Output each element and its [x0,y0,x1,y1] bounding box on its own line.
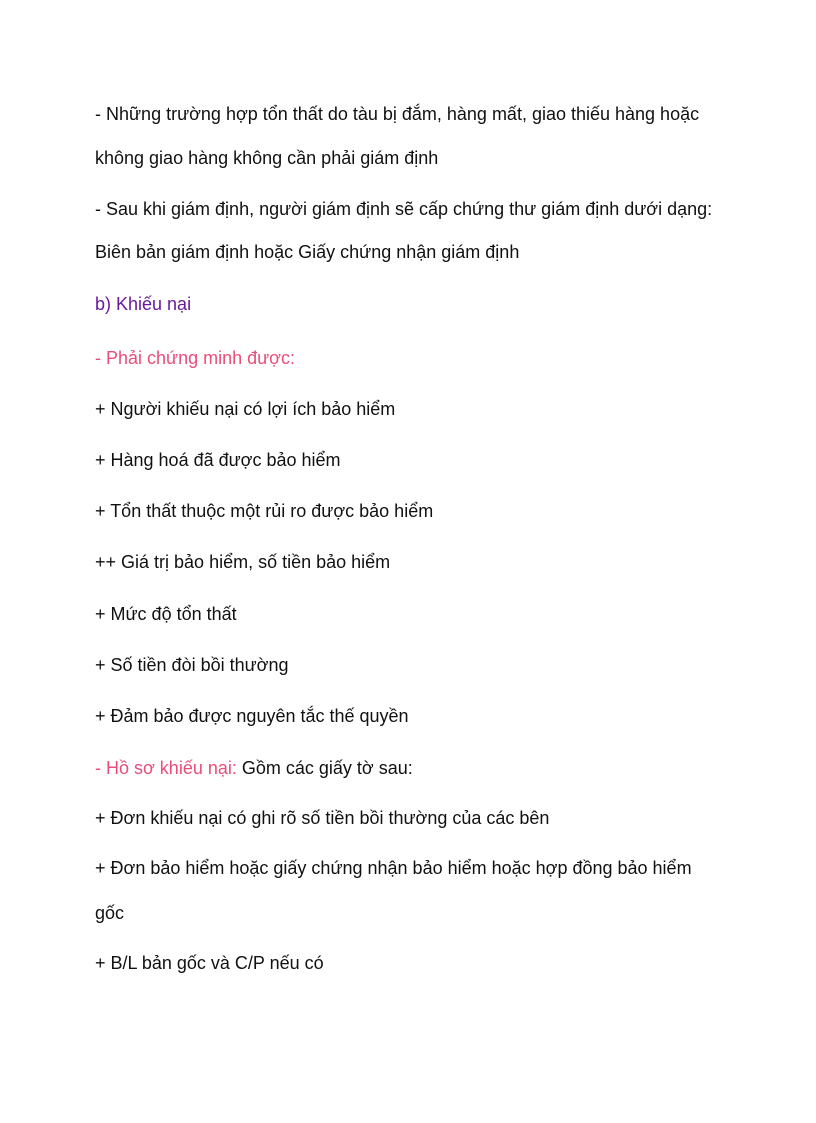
para-line: không giao hàng không cần phải giám định [95,148,439,168]
para-line: - Những trường hợp tổn thất do tàu bị đắm, hàng mất, giao thiếu hàng hoặc [95,104,700,124]
claim-label: - Hồ sơ khiếu nại: [95,758,237,778]
list-item: + Tổn thất thuộc một rủi ro được bảo hiểm [95,501,434,521]
claim-rest: Gồm các giấy tờ sau: [236,758,413,778]
proof-label: - Phải chứng minh được: [95,348,295,368]
claim-line [95,757,413,779]
para-line: Biên bản giám định hoặc Giấy chứng nhận giám định [95,242,520,262]
list-item: + B/L bản gốc và C/P nếu có [95,953,324,973]
list-item: + Số tiền đòi bồi thường [95,655,289,675]
list-item: + Người khiếu nại có lợi ích bảo hiểm [95,399,396,419]
list-item: + Mức độ tổn thất [95,604,237,624]
list-item: + Đơn khiếu nại có ghi rõ số tiền bồi thường của các bên [95,808,550,828]
section-heading: b) Khiếu nại [95,294,192,314]
list-item: + Đảm bảo được nguyên tắc thế quyền [95,706,409,726]
list-item: ++ Giá trị bảo hiểm, số tiền bảo hiểm [95,552,391,572]
para-line: - Sau khi giám định, người giám định sẽ cấp chứng thư giám định dưới dạng: [95,199,713,219]
list-item-continuation: gốc [95,903,125,923]
list-item: + Đơn bảo hiểm hoặc giấy chứng nhận bảo hiểm hoặc hợp đồng bảo hiểm [95,858,692,878]
list-item: + Hàng hoá đã được bảo hiểm [95,450,341,470]
